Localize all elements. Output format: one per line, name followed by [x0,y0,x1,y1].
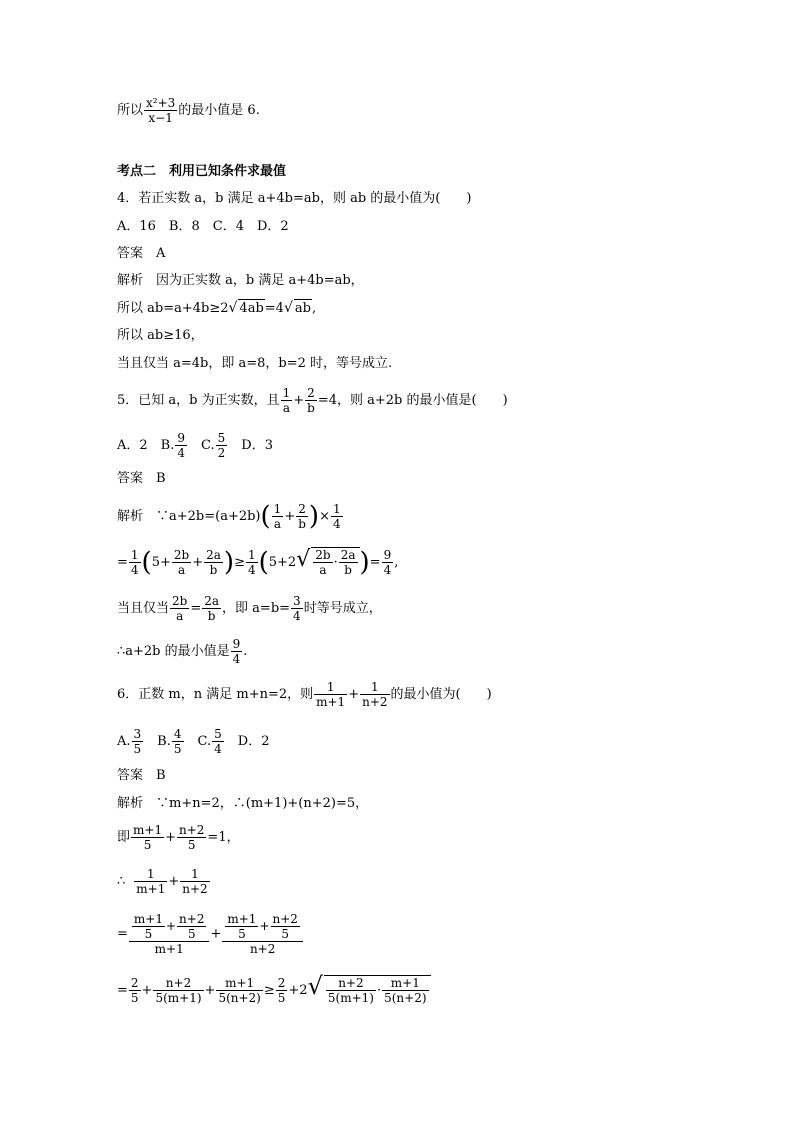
denominator: b [209,563,218,577]
fraction [339,548,358,577]
fraction [204,548,223,577]
answer-4: 答案 A [117,246,166,261]
numerator: m+1 [382,976,428,991]
denominator: 5 [238,927,246,941]
text: × [319,509,330,524]
text: =1， [207,830,240,845]
denominator: 5 [130,991,139,1005]
analysis-5-line3 [117,594,382,623]
denominator: 5 [187,838,196,852]
section-heading: 考点二 利用已知条件求最值 [117,164,287,179]
numerator: 1 [180,867,209,882]
denominator: 5 [277,991,286,1005]
numerator: 1 [273,502,282,516]
text: 所以 [117,103,144,118]
fraction [276,976,288,1005]
fraction [134,867,167,896]
numerator: 1 [332,502,341,516]
denominator: 4 [232,652,241,666]
fraction [172,548,191,577]
denominator: b [344,563,352,577]
text: = [117,926,128,942]
fraction [272,502,284,531]
numerator: 3 [133,727,142,741]
numerator [129,912,210,942]
numerator: 1 [282,386,291,400]
text: + [165,919,177,933]
denominator: 4 [177,446,185,460]
compound-fraction [129,912,210,956]
text: + [168,874,180,889]
numerator: 2 [305,386,317,401]
fraction [170,594,189,623]
denominator: a [282,401,290,415]
denominator: 2 [217,446,226,460]
text: C. [184,734,212,749]
analysis-5-line2 [117,547,398,577]
fraction [271,912,300,941]
text: ∴a+2b 的最小值是 [117,644,230,659]
denominator: x−1 [148,111,173,125]
text: D．3 [228,438,273,453]
text: A．2 B. [117,438,175,453]
text: + [293,393,305,408]
radical-sign: √ [283,300,293,316]
numerator: 2a [340,548,356,562]
text: + [192,555,204,570]
numerator: m+1 [133,912,163,926]
text: ，即 a=b= [222,601,291,616]
numerator: 5 [217,431,226,445]
text: = [190,601,202,616]
denominator: 5 [187,927,196,941]
denominator: n+2 [182,882,208,896]
analysis-4-line1: 解析 因为正实数 a，b 满足 a+4b=ab， [117,273,364,288]
question-5-options [117,431,273,460]
text: D．2 [224,734,270,749]
denominator: 5(n+2) [384,991,427,1005]
text: = [369,555,381,570]
question-4-options: A．16 B．8 C．4 D．2 [117,219,289,234]
numerator: 9 [383,548,392,562]
denominator: 5(m+1) [155,991,202,1005]
line-min-value-6 [117,96,260,125]
denominator: 5 [133,742,142,756]
numerator: 1 [314,680,347,695]
text: 所以 ab=a+4b≥2 [117,301,229,316]
text: 时等号成立， [303,601,382,616]
numerator: 2 [296,502,308,517]
compound-fraction [222,912,303,956]
text: C. [188,438,215,453]
paren: ( [258,547,269,578]
text: ∴ [117,874,126,889]
denominator: a [319,563,327,577]
numerator: 2a [204,594,220,608]
denominator: a [273,517,282,531]
question-6 [117,680,492,709]
text: + [165,830,176,845]
fraction [281,386,293,415]
numerator: 1 [247,548,256,562]
fraction [144,96,177,125]
numerator: n+2 [179,823,205,837]
denominator: m+1 [154,942,184,956]
text: + [348,687,360,702]
numerator: 2 [130,976,139,990]
denominator: 5(m+1) [327,991,374,1005]
radicand: ab [294,301,311,316]
paren: ) [308,501,320,532]
denominator: 4 [332,517,341,531]
denominator: 5 [144,927,153,941]
analysis-6-line2 [117,823,240,852]
fraction [175,431,187,460]
question-6-options [117,727,269,756]
text: +2 [288,983,308,998]
text: 的最小值为( ) [390,687,492,702]
fraction [314,680,347,709]
numerator: 2b [172,594,188,608]
text: B. [144,734,171,749]
denominator: b [307,401,315,415]
text: 5．已知 a，b 为正实数，且 [117,393,280,408]
denominator: b [207,609,216,623]
numerator: n+2 [153,976,203,991]
denominator: 4 [383,563,392,577]
fraction [216,431,228,460]
fraction [382,548,394,577]
numerator: 4 [173,727,182,741]
text: + [141,983,153,998]
numerator: x²+3 [146,96,176,110]
denominator: 5(n+2) [218,991,261,1005]
numerator: 9 [232,637,241,651]
analysis-6-line5 [117,972,431,1005]
paren: ) [359,547,370,578]
numerator: n+2 [272,912,298,926]
radical-sign: √ [296,547,311,572]
text: 的最小值是 6. [178,103,260,118]
analysis-6-line4 [117,912,304,956]
text: 6．正数 m，n 满足 m+n=2，则 [117,687,314,702]
denominator: 5 [281,927,290,941]
numerator: 2b [173,548,190,562]
text: 当且仅当 [117,601,170,616]
numerator: 2b [315,548,331,562]
denominator: 5 [143,838,152,852]
analysis-5-line1 [117,502,344,531]
text: 5+2 [268,555,297,570]
radical-sign: √ [228,300,238,316]
denominator: m+1 [136,882,166,896]
fraction [132,912,165,941]
text: = [117,555,128,570]
text: ≥ [263,983,275,998]
numerator: 1 [134,867,167,882]
numerator: n+2 [179,912,205,926]
denominator: n+2 [362,695,388,709]
denominator: 4 [293,609,301,623]
fraction [216,976,262,1005]
denominator: 5 [173,742,182,756]
text: + [259,919,270,933]
denominator: n+2 [249,942,276,956]
fraction [360,680,389,709]
fraction [129,548,141,577]
numerator: m+1 [133,823,163,837]
fraction [177,823,206,852]
numerator: m+1 [227,912,257,926]
numerator: 1 [130,548,139,562]
fraction [153,976,203,1005]
analysis-6-line3 [117,867,211,896]
text: . [243,644,248,659]
fraction [305,386,317,415]
text: A. [117,734,131,749]
fraction [296,502,308,531]
fraction [331,502,343,531]
fraction [291,594,303,623]
fraction [172,727,184,756]
fraction [225,912,258,941]
paren: ) [223,547,235,578]
text: + [210,926,222,942]
fraction [131,823,164,852]
denominator: 4 [247,563,256,577]
analysis-4-line4: 当且仅当 a=4b，即 a=8，b=2 时，等号成立. [117,356,393,371]
analysis-5-line4 [117,637,247,666]
answer-6: 答案 B [117,768,166,783]
numerator: 5 [214,727,222,741]
text: , [394,555,399,570]
denominator: 4 [214,742,222,756]
analysis-6-line1: 解析 ∵m+n=2，∴(m+1)+(n+2)=5， [117,796,369,811]
denominator: m+1 [316,695,346,709]
denominator: a [177,563,186,577]
analysis-4-line3: 所以 ab≥16， [117,328,204,343]
text: 即 [117,830,131,845]
fraction [382,976,428,1005]
fraction [231,637,243,666]
fraction [202,594,221,623]
numerator: 2a [206,548,221,562]
question-4: 4．若正实数 a，b 满足 a+4b=ab，则 ab 的最小值为( ) [117,191,472,206]
numerator: n+2 [326,976,376,991]
text: = [117,983,128,998]
text: + [284,509,296,524]
answer-5: 答案 B [117,471,166,486]
denominator: 4 [130,563,139,577]
radicand [311,547,359,577]
numerator: m+1 [216,976,262,991]
fraction [246,548,258,577]
denominator: b [298,517,306,531]
text: · [333,555,338,570]
fraction [129,976,141,1005]
fraction [177,912,206,941]
fraction [313,548,332,577]
numerator [222,912,303,942]
fraction [132,727,144,756]
paren: ( [141,547,152,578]
text: 5+ [151,555,171,570]
fraction [212,727,224,756]
text: + [204,983,216,998]
radical-sign: √ [307,972,323,1000]
radicand [324,975,431,1005]
numerator: 3 [293,594,301,608]
paren: ( [260,501,271,532]
numerator: 2 [277,976,286,990]
text: ≥ [234,555,245,570]
question-5 [117,386,508,415]
denominator: a [176,609,184,623]
text: =4 [264,301,284,316]
fraction [326,976,376,1005]
numerator: 1 [360,680,389,695]
text: , [311,301,317,316]
text: · [376,983,382,998]
numerator: 9 [177,431,185,445]
text: =4，则 a+2b 的最小值是( ) [317,393,508,408]
text: 解析 ∵a+2b=(a+2b) [117,509,261,524]
fraction [180,867,209,896]
analysis-4-line2 [117,299,316,317]
radicand: 4ab [239,301,264,316]
